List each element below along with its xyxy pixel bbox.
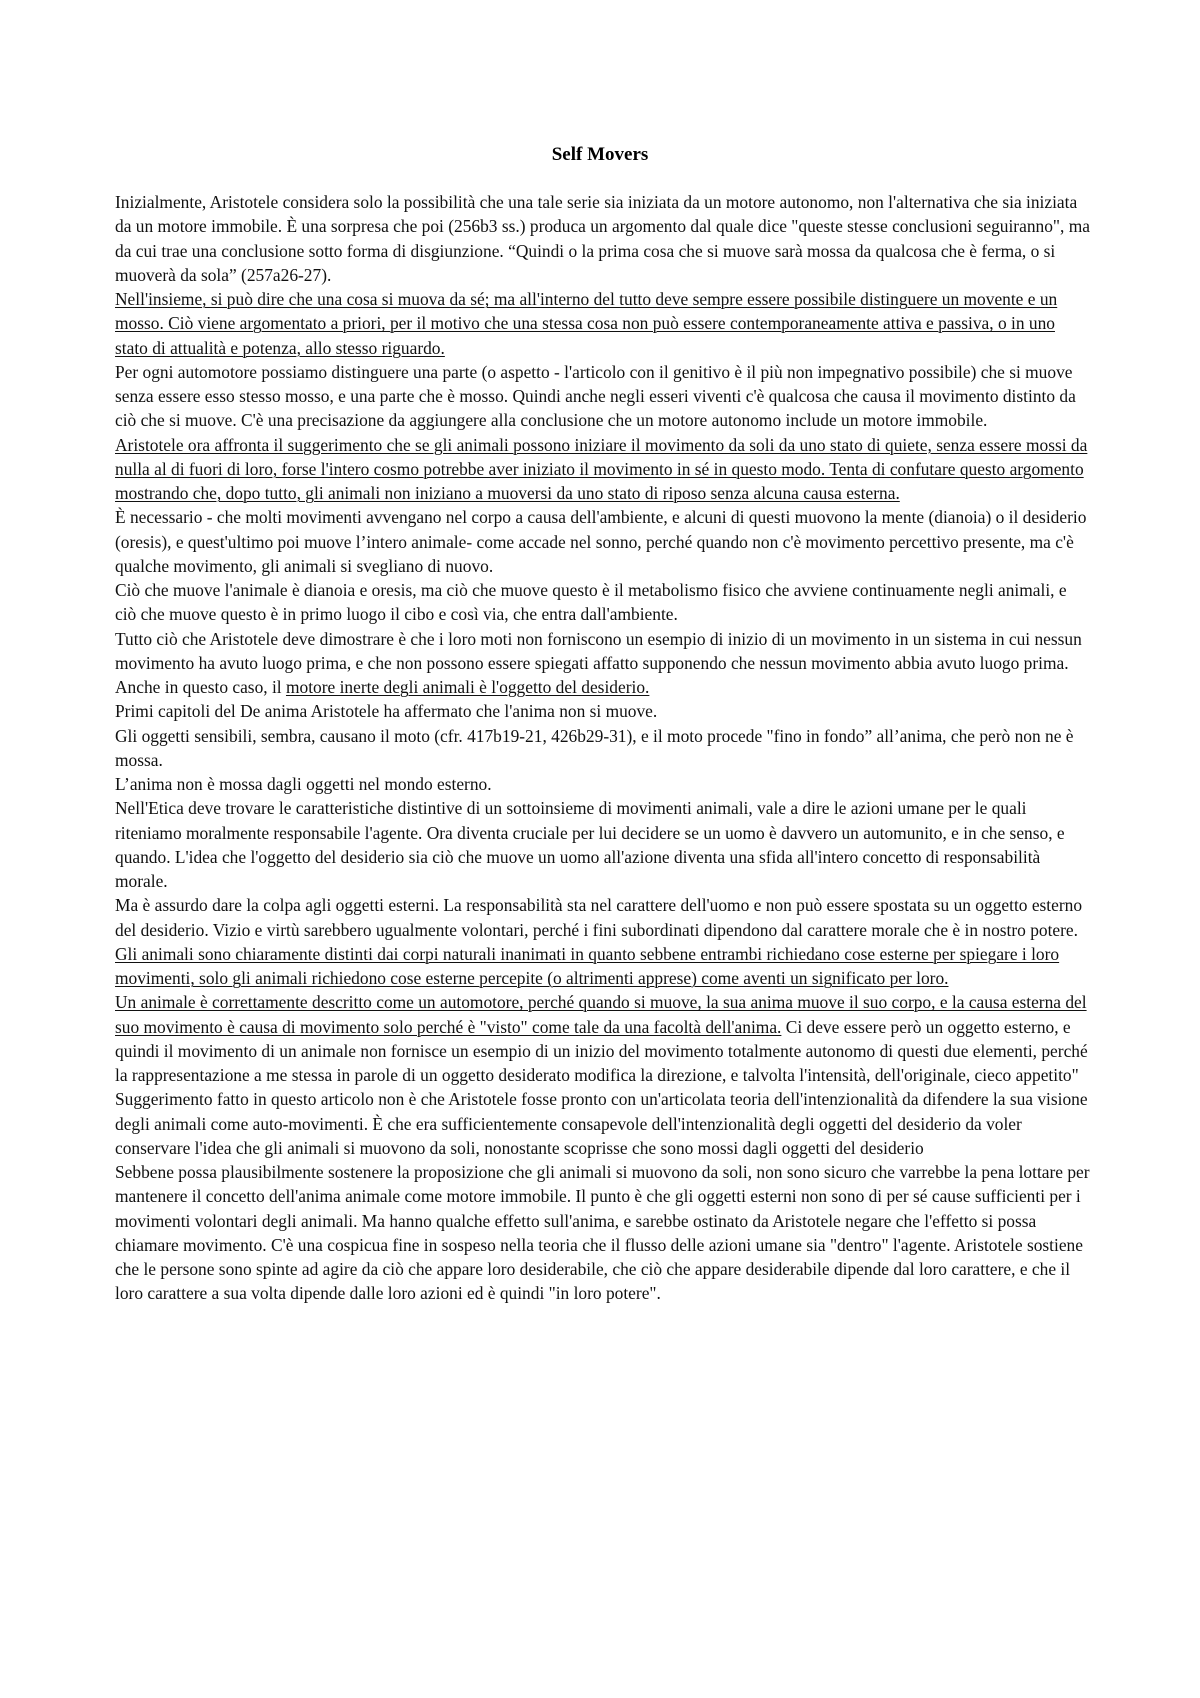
paragraph — [115, 287, 1091, 360]
paragraph — [115, 505, 1091, 578]
paragraph-text: Sebbene possa plausibilmente sostenere la proposizione che gli animali si muovono da soli, non sono sicuro che varrebbe la pena lottare per mantenere il concetto dell'anima animale come motore immobile. Il punto è che gli oggetti esterni non sono di per sé cause sufficienti per i movimenti volontari degli animali. Ma hanno qualche effetto sull'anima, e sarebbe ostinato da Aristotele negare che l'effetto si possa chiamare movimento. C'è una cospicua fine in sospeso nella teoria che il flusso delle azioni umane sia "dentro" l'agente. Aristotele sostiene che le persone sono spinte ad agire da ciò che appare loro desiderabile, che ciò che appare desiderabile dipende dal loro carattere, e che il loro carattere a sua volta dipende dalle loro azioni ed è quindi "in loro potere". — [115, 1162, 1090, 1304]
paragraph-text: Anche in questo caso, il — [115, 677, 286, 697]
paragraph-text: Per ogni automotore possiamo distinguere una parte (o aspetto - l'articolo con il genitivo è il più non impegnativo possibile) che si muove senza essere esso stesso mosso, e una parte che è mosso. Quindi anche negli esseri viventi c'è qualcosa che causa il movimento distinto da ciò che si muove. C'è una precisazione da aggiungere alla conclusione che un motore autonomo include un motore immobile. — [115, 361, 1076, 431]
paragraph — [115, 433, 1091, 506]
paragraph-text: Ciò che muove l'animale è dianoia e oresis, ma ciò che muove questo è il metabolismo fisico che avviene continuamente negli animali, e ciò che muove questo è in primo luogo il cibo e così via, che entra dall'ambiente. — [115, 580, 1067, 625]
paragraph — [115, 675, 1091, 699]
paragraph-text: L’anima non è mossa dagli oggetti nel mondo esterno. — [115, 774, 492, 794]
paragraph-text: Tutto ciò che Aristotele deve dimostrare è che i loro moti non forniscono un esempio di inizio di un movimento in un sistema in cui nessun movimento ha avuto luogo prima, e che non possono essere spiegati affatto supponendo che nessun movimento abbia avuto luogo prima. — [115, 628, 1082, 673]
paragraph-text: Gli oggetti sensibili, sembra, causano il moto (cfr. 417b19-21, 426b29-31), e il moto procede "fino in fondo” all’anima, che però non ne è mossa. — [115, 725, 1074, 770]
paragraph-text: Primi capitoli del De anima Aristotele ha affermato che l'anima non si muove. — [115, 701, 658, 722]
paragraph-text: Nell'Etica deve trovare le caratteristiche distintive di un sottoinsieme di movimenti animali, vale a dire le azioni umane per le quali riteniamo moralmente responsabile l'agente. Ora diventa cruciale per lui decidere se un uomo è davvero un automunito, e in che senso, e quando. L'idea che l'oggetto del desiderio sia ciò che muove un uomo all'azione diventa una sfida all'intero concetto di responsabilità morale. — [115, 798, 1065, 891]
paragraph — [115, 772, 1091, 796]
paragraph — [115, 360, 1091, 433]
underlined-text: Aristotele ora affronta il suggerimento che se gli animali possono iniziare il movimento da soli da uno stato di quiete, senza essere mossi da nulla al di fuori di loro, forse l'intero cosmo potrebbe aver iniziato il movimento in sé in questo modo. Tenta di confutare questo argomento mostrando che, dopo tutto, gli animali non iniziano a muoversi da uno stato di riposo senza alcuna causa esterna. — [115, 434, 1088, 503]
paragraph — [115, 190, 1091, 287]
paragraph — [115, 893, 1091, 942]
paragraph — [115, 724, 1091, 773]
paragraph — [115, 627, 1091, 676]
underlined-text: Un animale è correttamente descritto come un automotore, perché quando si muove, la sua anima muove il suo corpo, e la causa esterna del suo movimento è causa di movimento solo perché è "visto" come tale da una facoltà dell'anima. — [115, 992, 1087, 1037]
paragraph — [115, 990, 1091, 1087]
paragraph — [115, 1087, 1091, 1160]
paragraph — [115, 942, 1091, 991]
document-title: Self Movers — [551, 144, 649, 165]
paragraph-text: Ci deve essere però un oggetto esterno, e quindi il movimento di un animale non fornisce un esempio di un inizio del movimento totalmente autonomo di questi due elementi, perché la rappresentazione a me stessa in parole di un oggetto desiderato modifica la direzione, e talvolta l'intensità, dell'originale, cieco appetito" — [115, 1016, 1088, 1085]
paragraph-text: Ma è assurdo dare la colpa agli oggetti esterni. La responsabilità sta nel carattere dell'uomo e non può essere spostata su un oggetto esterno del desiderio. Vizio e virtù sarebbero ugualmente volontari, perché i fini subordinati dipendono dal carattere morale che è in nostro potere. — [115, 895, 1083, 940]
paragraph — [115, 1160, 1091, 1306]
underlined-text: Nell'insieme, si può dire che una cosa si muova da sé; ma all'interno del tutto deve sempre essere possibile distinguere un movente e un mosso. Ciò viene argomentato a priori, per il motivo che una stessa cosa non può essere contemporaneamente attiva e passiva, o in uno stato di attualità e potenza, allo stesso riguardo. — [115, 289, 1058, 358]
underlined-text: Gli animali sono chiaramente distinti dai corpi naturali inanimati in quanto sebbene entrambi richiedano cose esterne per spiegare i loro movimenti, solo gli animali richiedono cose esterne percepite (o altrimenti apprese) come aventi un significato per loro. — [115, 943, 1060, 988]
paragraph — [115, 699, 1091, 723]
document-body — [115, 190, 1091, 1306]
paragraph-text: Inizialmente, Aristotele considera solo la possibilità che una tale serie sia iniziata da un motore autonomo, non l'alternativa che sia iniziata da un motore immobile. È una sorpresa che poi (256b3 ss.) produca un argomento dal quale dice "queste stesse conclusioni seguiranno", ma da cui trae una conclusione sotto forma di disgiunzione. “Quindi o la prima cosa che si muove sarà mossa da qualcosa che è ferma, o si muoverà da sola” (257a26-27). — [115, 192, 1090, 285]
paragraph — [115, 578, 1091, 627]
paragraph-text: Suggerimento fatto in questo articolo non è che Aristotele fosse pronto con un'articolata teoria dell'intenzionalità da difendere la sua visione degli animali come auto-movimenti. È che era sufficientemente consapevole dell'intenzionalità degli oggetti del desiderio da voler conservare l'idea che gli animali si muovono da soli, nonostante scoprisse che sono mossi dagli oggetti del desiderio — [115, 1089, 1088, 1158]
paragraph — [115, 796, 1091, 893]
paragraph-text: È necessario - che molti movimenti avvengano nel corpo a causa dell'ambiente, e alcuni di questi muovono la mente (dianoia) o il desiderio (oresis), e quest'ultimo poi muove l’intero animale- come accade nel sonno, perché quando non c'è movimento percettivo presente, ma c'è qualche movimento, gli animali si svegliano di nuovo. — [115, 507, 1087, 576]
underlined-text: motore inerte degli animali è l'oggetto del desiderio. — [285, 677, 650, 697]
